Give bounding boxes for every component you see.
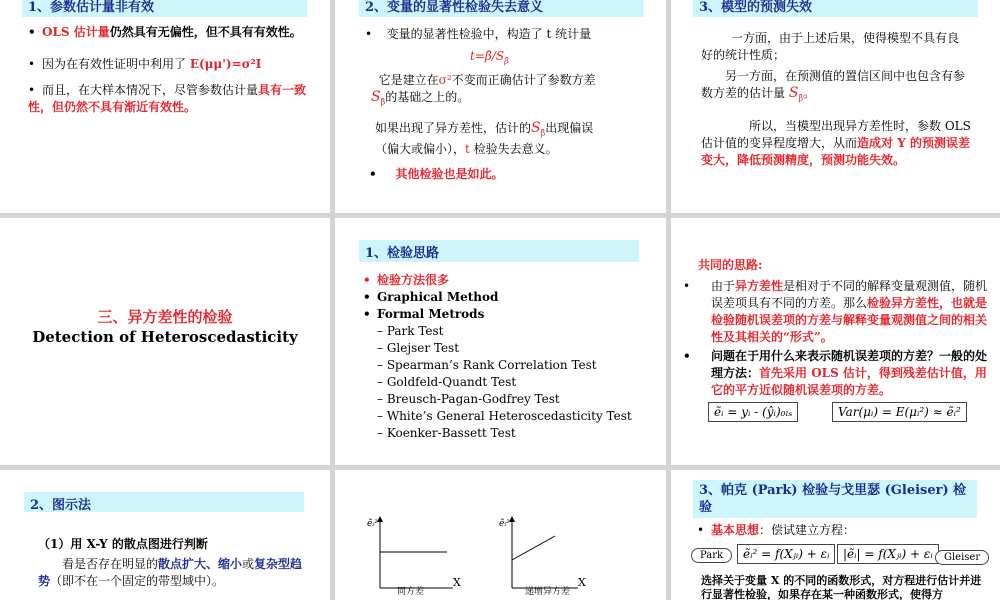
list-item: • 检验方法很多 (363, 273, 450, 287)
bullet-text: • 变量的显著性检验中，构造了 t 统计量 (365, 27, 592, 41)
bullet-icon: • (363, 273, 371, 287)
list-item: – Glejser Test (377, 341, 460, 355)
slide-parameter-inefficiency[interactable] (0, 0, 330, 213)
list-item: – Park Test (377, 324, 444, 338)
x-axis-label: X (453, 576, 461, 589)
paragraph: 一方面，由于上述后果，使得模型不具有良好的统计性质； (701, 31, 960, 62)
sub-list (363, 323, 632, 442)
scatter-plots (335, 470, 666, 600)
paragraph: 另一方面，在预测值的置信区间中也包含有参数方差的估计量 $S_{\betâ}$。 (701, 69, 966, 103)
bullet-text: • 问题在于用什么来表示随机误差项的方差？一般的处理方法：首先采用 OLS 估计，得到残差估计值，用它的平方近似随机误差项的方差。 (683, 349, 988, 397)
t-statistic-formula: $t=\betâ/S_{\betâ}$ (470, 49, 509, 66)
bullet-text: • 而且，在大样本情况下，尽管参数估计量具有一致性，但仍然不具有渐近有效性。 (28, 83, 307, 114)
bullet-text: • OLS 估计量仍然具有无偏性，但不具有有效性。 (28, 25, 302, 39)
slide-park-gleiser-test[interactable] (671, 470, 1000, 600)
slide-test-approach[interactable] (335, 218, 666, 465)
slide-section-title[interactable] (0, 218, 330, 465)
plot-caption: 同方差 (397, 587, 425, 597)
heading: 共同的思路: (698, 258, 763, 272)
y-axis-label: ẽᵢ² (499, 519, 510, 529)
gleiser-label: Gleiser (935, 550, 989, 565)
slide-common-idea[interactable] (671, 218, 1000, 465)
bullet-icon: • (683, 349, 691, 363)
slide-header: 1、参数估计量非有效 (22, 0, 307, 17)
bullet-icon: • (697, 523, 705, 537)
bullet-icon: • (363, 307, 371, 321)
plot-homoscedastic (377, 516, 453, 588)
bullet-icon: • (28, 83, 36, 97)
bullet-icon: • (28, 25, 36, 39)
list-item: – Spearman’s Rank Correlation Test (377, 358, 597, 372)
slide-header: 1、检验思路 (359, 240, 639, 262)
section-title-cn: 三、异方差性的检验 (97, 308, 233, 326)
park-label: Park (691, 548, 732, 563)
paragraph: 选择关于变量 X 的不同的函数形式，对方程进行估计并进行显著性检验，如果存在某一种函数形式，使得方 (701, 574, 982, 600)
plot-caption: 递增异方差 (525, 587, 571, 597)
bullet-icon: • (363, 290, 371, 304)
park-equation: ẽᵢ² = f(Xⱼᵢ) + εᵢ (737, 544, 835, 564)
paragraph: 看是否存在明显的散点扩大、缩小或复杂型趋势（即不在一个固定的带型域中）。 (38, 557, 303, 588)
variance-formula: Var(μᵢ) = E(μᵢ²) ≈ ẽᵢ² (832, 402, 967, 422)
list-item: – White’s General Heteroscedasticity Test (377, 409, 632, 423)
slide-graphical-method[interactable] (0, 470, 330, 600)
bullet-text: • 由于异方差性是相对于不同的解释变量观测值，随机误差项具有不同的方差。那么检验异方差性，也就是检验随机误差项的方差与解释变量观测值之间的相关性及其相关的“形式”。 (683, 279, 988, 344)
slide-header: 2、变量的显著性检验失去意义 (359, 0, 644, 17)
list-item: – Breusch-Pagan-Godfrey Test (377, 392, 560, 406)
slide-header: 3、模型的预测失效 (693, 0, 978, 17)
list-item: – Goldfeld-Quandt Test (377, 375, 517, 389)
bullet-text: • 其他检验也是如此。 (369, 167, 504, 181)
bullet-icon: • (365, 27, 373, 41)
y-axis-label: ẽᵢ² (367, 519, 378, 529)
sub-heading: （1）用 X-Y 的散点图进行判断 (38, 537, 208, 551)
slide-scatter-examples[interactable] (335, 470, 666, 600)
list-item: • Graphical Method (363, 290, 499, 304)
bullet-text: • 基本思想：偿试建立方程： (697, 523, 856, 537)
paragraph: 它是建立在σ²不变而正确估计了参数方差 $S_{\betâ}$的基础之上的。 (371, 73, 596, 107)
bullet-icon: • (369, 167, 377, 181)
section-title-en: Detection of Heteroscedasticity (32, 328, 298, 346)
list-item: – Koenker-Bassett Test (377, 426, 516, 440)
slide-forecast-failure[interactable] (671, 0, 1000, 213)
residual-formula: ẽᵢ = yᵢ - (ŷᵢ)₀ₗₛ (708, 402, 798, 422)
list-item: • Formal Metrods (363, 307, 485, 321)
slide-header: 3、帕克 (Park) 检验与戈里瑟 (Gleiser) 检验 (693, 480, 977, 518)
bullet-icon: • (683, 279, 691, 293)
bullet-icon: • (28, 57, 36, 71)
plot-increasing (509, 516, 578, 588)
gleiser-equation: |ẽᵢ| = f(Xⱼᵢ) + εᵢ (837, 544, 939, 564)
slide-header: 2、图示法 (24, 492, 304, 512)
paragraph: 如果出现了异方差性，估计的$S_{\betâ}$出现偏误 （偏大或偏小），t 检验失去意义。 (375, 120, 594, 157)
x-axis-label: X (578, 576, 586, 589)
bullet-text: • 因为在有效性证明中利用了 E(μμ')=σ²I (28, 57, 262, 71)
method-list (363, 272, 632, 442)
paragraph: 所以，当模型出现异方差性时，参数 OLS 估计值的变异程度增大，从而造成对 Y 的预测误差变大，降低预测精度，预测功能失效。 (701, 119, 971, 167)
slide-significance-test[interactable] (335, 0, 666, 213)
